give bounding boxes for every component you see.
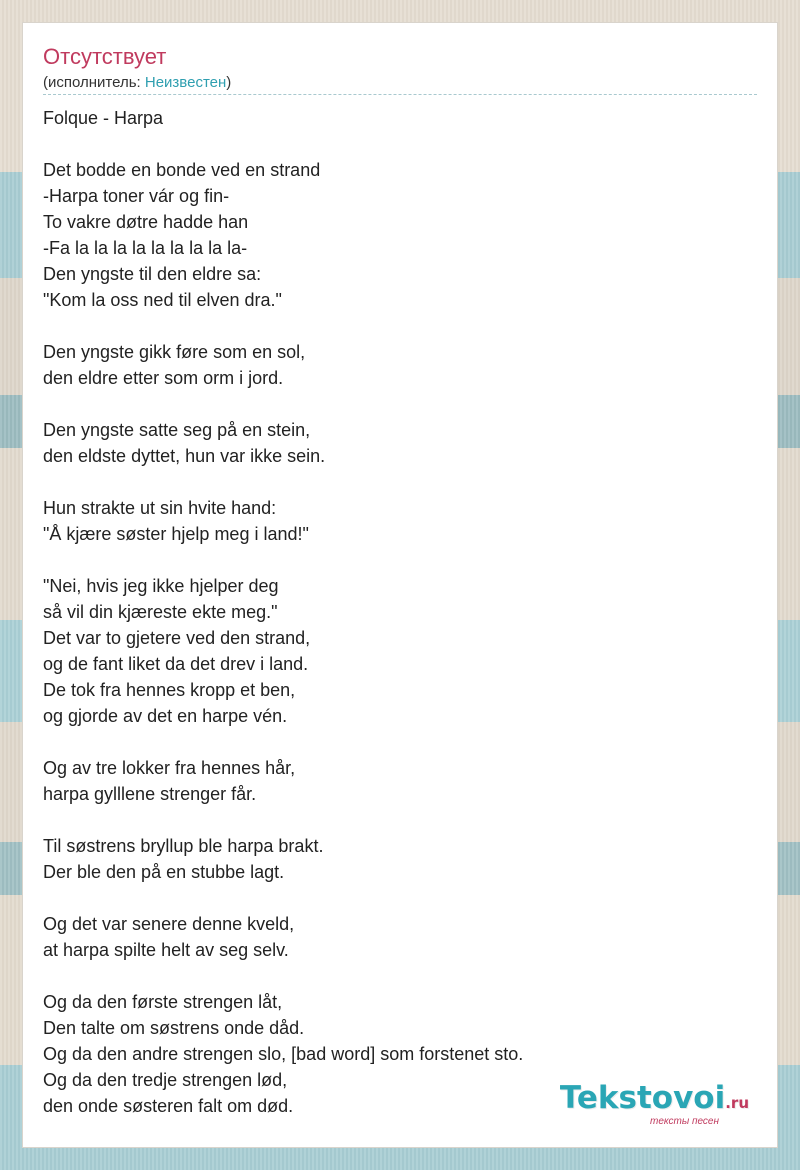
- lyrics-blank-line: [43, 131, 759, 157]
- lyrics-line: Den yngste til den eldre sa:: [43, 264, 262, 284]
- performer-suffix: ): [226, 74, 232, 91]
- lyrics-line: den eldste dyttet, hun var ikke sein.: [43, 446, 326, 466]
- lyrics-line: Og av tre lokker fra hennes hår,: [43, 758, 296, 778]
- lyrics-line: Det bodde en bonde ved en strand: [43, 160, 321, 180]
- lyrics-blank-line: [43, 391, 759, 417]
- lyrics-blank-line: [43, 963, 759, 989]
- performer-link[interactable]: Неизвестен: [144, 74, 227, 91]
- lyrics-line: den onde søsteren falt om død.: [43, 1096, 294, 1116]
- lyrics-line: Og da den andre strengen slo, [bad word] som forstenet sto.: [43, 1044, 524, 1064]
- lyrics-line: at harpa spilte helt av seg selv.: [43, 940, 289, 960]
- lyrics-line: "Å kjære søster hjelp meg i land!": [43, 524, 309, 544]
- lyrics-line: Den talte om søstrens onde dåd.: [43, 1018, 305, 1038]
- lyrics-line: Den yngste satte seg på en stein,: [43, 420, 311, 440]
- lyrics-body: [43, 105, 759, 1119]
- lyrics-line: den eldre etter som orm i jord.: [43, 368, 284, 388]
- lyrics-line: "Kom la oss ned til elven dra.": [43, 290, 282, 310]
- lyrics-line: harpa gylllene strenger får.: [43, 784, 257, 804]
- lyrics-line: Der ble den på en stubbe lagt.: [43, 862, 285, 882]
- site-logo[interactable]: [560, 1081, 749, 1127]
- logo-brand: Tekstovoi: [559, 1080, 726, 1116]
- song-title: Отсутствует: [43, 44, 167, 69]
- lyrics-line: Den yngste gikk føre som en sol,: [43, 342, 306, 362]
- lyrics-line: "Nei, hvis jeg ikke hjelper deg: [43, 576, 279, 596]
- lyrics-blank-line: [43, 313, 759, 339]
- lyrics-blank-line: [43, 885, 759, 911]
- logo-tld: .ru: [725, 1094, 749, 1112]
- lyrics-blank-line: [43, 547, 759, 573]
- lyrics-card: [22, 22, 778, 1148]
- lyrics-blank-line: [43, 807, 759, 833]
- lyrics-line: Og da den første strengen låt,: [43, 992, 283, 1012]
- performer-line: [43, 73, 231, 93]
- lyrics-line: Folque - Harpa: [43, 108, 164, 128]
- lyrics-line: så vil din kjæreste ekte meg.": [43, 602, 278, 622]
- lyrics-line: To vakre døtre hadde han: [43, 212, 249, 232]
- performer-prefix: (исполнитель:: [43, 74, 145, 91]
- lyrics-line: og de fant liket da det drev i land.: [43, 654, 309, 674]
- lyrics-line: Hun strakte ut sin hvite hand:: [43, 498, 277, 518]
- lyrics-line: -Fa la la la la la la la la la-: [43, 238, 248, 258]
- lyrics-line: -Harpa toner vár og fin-: [43, 186, 230, 206]
- logo-tagline: тексты песен: [650, 1116, 719, 1127]
- lyrics-line: De tok fra hennes kropp et ben,: [43, 680, 296, 700]
- lyrics-line: og gjorde av det en harpe vén.: [43, 706, 288, 726]
- lyrics-line: Det var to gjetere ved den strand,: [43, 628, 311, 648]
- header-divider: [43, 94, 757, 95]
- lyrics-line: Og det var senere denne kveld,: [43, 914, 295, 934]
- lyrics-blank-line: [43, 729, 759, 755]
- lyrics-blank-line: [43, 469, 759, 495]
- lyrics-line: Til søstrens bryllup ble harpa brakt.: [43, 836, 324, 856]
- lyrics-line: Og da den tredje strengen lød,: [43, 1070, 288, 1090]
